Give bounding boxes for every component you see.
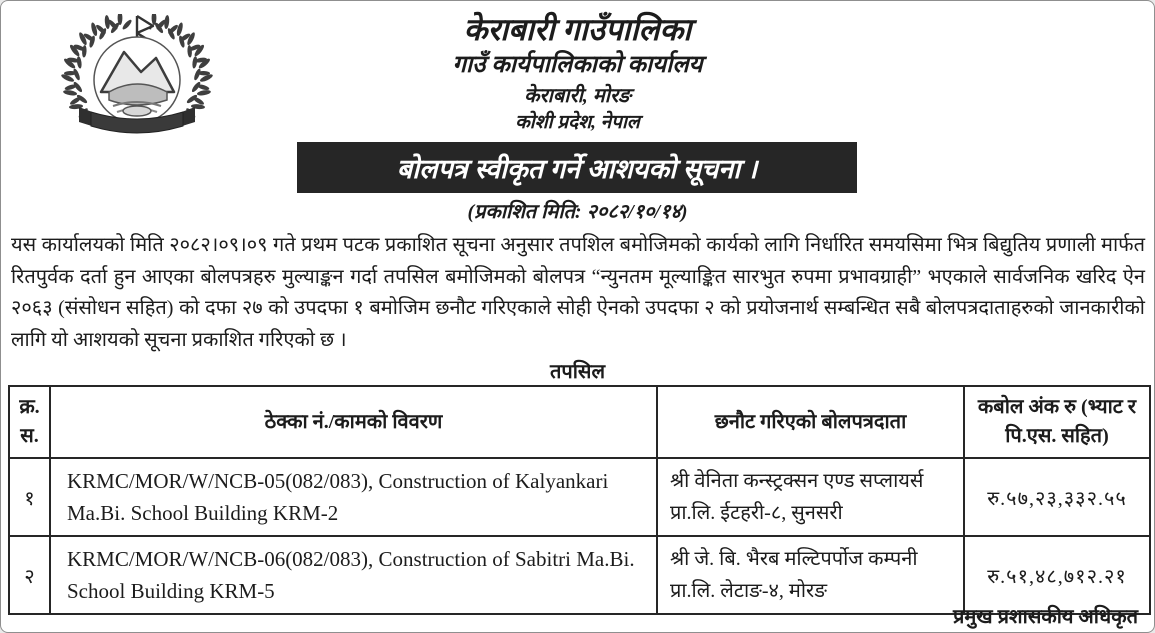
published-date: (प्रकाशित मिति: २०८२/१०/१४) bbox=[467, 201, 688, 223]
office-name: गाउँ कार्यपालिकाको कार्यालय bbox=[452, 52, 703, 78]
notice-title: बोलपत्र स्वीकृत गर्ने आशयको सूचना । bbox=[396, 154, 758, 184]
address-line: केराबारी, मोरङ bbox=[524, 85, 631, 107]
schedule-label: तपसिल bbox=[549, 361, 606, 383]
header-bidder: छनौट गरिएको बोलपत्रदाता bbox=[657, 386, 964, 458]
contract-cell: KRMC/MOR/W/NCB-06(082/083), Construction of Sabitri Ma.Bi. School Building KRM-5 bbox=[50, 536, 657, 614]
signatory-title: प्रमुख प्रशासकीय अधिकृत bbox=[952, 606, 1138, 628]
schedule-table bbox=[8, 385, 1151, 615]
sn-cell: २ bbox=[9, 536, 50, 614]
contract-cell: KRMC/MOR/W/NCB-05(082/083), Construction of Kalyankari Ma.Bi. School Building KRM-2 bbox=[50, 458, 657, 536]
notice-title-banner bbox=[297, 142, 857, 193]
province-line: कोशी प्रदेश, नेपाल bbox=[515, 112, 640, 133]
table-row bbox=[9, 458, 1150, 536]
header-contract: ठेक्का नं./कामको विवरण bbox=[50, 386, 657, 458]
amount-cell: रु.५७,२३,३३२.५५ bbox=[964, 458, 1150, 536]
table-header-row bbox=[9, 386, 1150, 458]
header-amount: कबोल अंक रु (भ्याट र पि.एस. सहित) bbox=[964, 386, 1150, 458]
sn-cell: १ bbox=[9, 458, 50, 536]
header-sn: क्र. स. bbox=[9, 386, 50, 458]
bidder-cell: श्री वेनिता कन्स्ट्रक्सन एण्ड सप्लायर्स प्रा.लि. ईटहरी-८, सुनसरी bbox=[657, 458, 964, 536]
amount-cell: रु.५१,४८,७१२.२१ bbox=[964, 536, 1150, 614]
notice-body-paragraph: यस कार्यालयको मिति २०८२।०९।०९ गते प्रथम पटक प्रकाशित सूचना अनुसार तपशिल बमोजिमको कार्यको लागि निर्धारित समयसिमा भित्र बिद्युतिय प्रणाली मार्फत रितपुर्वक दर्ता हुन आएका बोलपत्रहरु मुल्याङ्कन गर्दा तपसिल बमोजिमको बोलपत्र “न्युनतम मूल्याङ्कित सारभुत रुपमा प्रभावग्राही” भएकाले सार्वजनिक खरिद ऐन २०६३ (संसोधन सहित) को दफा २७ को उपदफा १ बमोजिम छनौट गरिएकाले सोही ऐनको उपदफा २ को प्रयोजनार्थ सम्बन्धित सबै बोलपत्रदाताहरुको जानकारीको लागि यो आशयको सूचना प्रकाशित गरिएको छ । bbox=[11, 234, 1145, 351]
bidder-cell: श्री जे. बि. भैरब मल्टिपर्पोज कम्पनी प्रा.लि. लेटाङ-४, मोरङ bbox=[657, 536, 964, 614]
municipality-name: केराबारी गाउँपालिका bbox=[463, 12, 692, 47]
letterhead bbox=[1, 11, 1154, 136]
